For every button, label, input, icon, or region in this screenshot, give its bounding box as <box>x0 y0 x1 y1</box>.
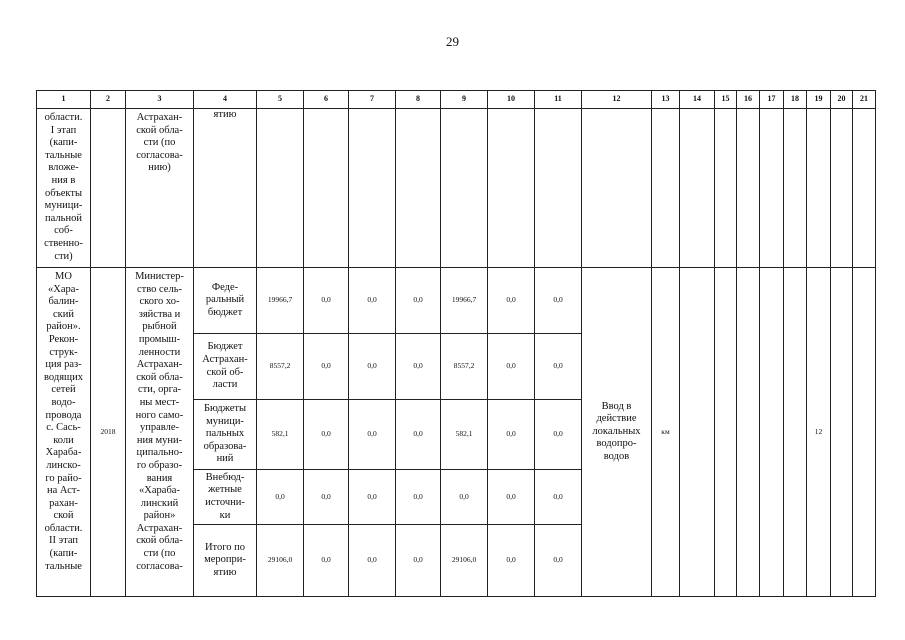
target-value-cell: 12 <box>807 268 831 597</box>
value-cell: 0,0 <box>304 525 349 597</box>
value-cell: 0,0 <box>349 525 396 597</box>
program-table <box>36 90 876 597</box>
value-cell <box>535 109 582 268</box>
column-number: 13 <box>652 91 680 109</box>
column-number: 4 <box>194 91 257 109</box>
value-cell: 0,0 <box>535 470 582 525</box>
indicator-text: Ввод в действие локальных водопро- водов <box>592 400 641 462</box>
value-cell: 29106,0 <box>257 525 304 597</box>
empty-cell <box>760 268 784 597</box>
value-cell: 0,0 <box>535 334 582 400</box>
column-number: 20 <box>831 91 853 109</box>
column-number: 2 <box>91 91 126 109</box>
empty-cell <box>807 109 831 268</box>
value-cell: 8557,2 <box>441 334 488 400</box>
year-cell: 2018 <box>91 268 126 597</box>
event-name-text: области. I этап (капи- тальные вложе- ния в объекты муници- пальной соб- ственно- сти) <box>44 112 83 262</box>
empty-cell <box>737 268 760 597</box>
value-cell: 0,0 <box>349 470 396 525</box>
value-cell: 582,1 <box>441 400 488 470</box>
value-cell: 582,1 <box>257 400 304 470</box>
value-cell: 0,0 <box>488 268 535 334</box>
value-cell: 0,0 <box>396 470 441 525</box>
empty-cell <box>831 109 853 268</box>
source-text: Бюджет Астрахан- ской об- ласти <box>202 341 248 391</box>
column-number: 9 <box>441 91 488 109</box>
empty-cell <box>853 268 876 597</box>
source-text: Итого по меропри- ятию <box>204 541 246 578</box>
value-cell: 0,0 <box>304 400 349 470</box>
source-cell <box>194 470 257 525</box>
column-number: 21 <box>853 91 876 109</box>
value-cell: 0,0 <box>488 470 535 525</box>
empty-cell <box>715 109 737 268</box>
value-cell: 29106,0 <box>441 525 488 597</box>
value-cell: 0,0 <box>441 470 488 525</box>
empty-cell <box>680 109 715 268</box>
empty-cell <box>784 268 807 597</box>
value-cell: 0,0 <box>349 268 396 334</box>
page-number: 29 <box>446 34 459 49</box>
value-cell <box>488 109 535 268</box>
empty-cell <box>853 109 876 268</box>
column-number: 18 <box>784 91 807 109</box>
value-cell: 0,0 <box>304 334 349 400</box>
column-number: 12 <box>582 91 652 109</box>
value-cell <box>441 109 488 268</box>
source-cell <box>194 109 257 268</box>
column-number: 10 <box>488 91 535 109</box>
value-cell: 0,0 <box>304 268 349 334</box>
value-cell <box>257 109 304 268</box>
source-cell <box>194 525 257 597</box>
empty-cell <box>784 109 807 268</box>
value-cell: 0,0 <box>257 470 304 525</box>
source-cell <box>194 334 257 400</box>
executor-text: Астрахан- ской обла- сти (по согласова- нию) <box>136 112 183 174</box>
value-cell: 0,0 <box>396 334 441 400</box>
program-table-wrapper <box>36 90 876 597</box>
value-cell: 0,0 <box>396 268 441 334</box>
source-text: Внебюд- жетные источни- ки <box>205 471 245 521</box>
indicator-cell <box>582 109 652 268</box>
source-cell <box>194 268 257 334</box>
table-row <box>37 109 876 268</box>
value-cell: 0,0 <box>535 268 582 334</box>
empty-cell <box>737 109 760 268</box>
value-cell: 0,0 <box>488 525 535 597</box>
executor-cell <box>126 109 194 268</box>
value-cell: 0,0 <box>349 400 396 470</box>
value-cell: 0,0 <box>535 400 582 470</box>
value-cell: 0,0 <box>349 334 396 400</box>
indicator-cell <box>582 268 652 597</box>
column-number-row <box>37 91 876 109</box>
column-number: 17 <box>760 91 784 109</box>
source-text: ятию <box>213 109 237 120</box>
column-number: 15 <box>715 91 737 109</box>
column-number: 16 <box>737 91 760 109</box>
value-cell: 0,0 <box>535 525 582 597</box>
value-cell: 0,0 <box>488 400 535 470</box>
empty-cell <box>680 268 715 597</box>
column-number: 8 <box>396 91 441 109</box>
column-number: 1 <box>37 91 91 109</box>
empty-cell <box>715 268 737 597</box>
column-number: 11 <box>535 91 582 109</box>
event-name-text: МО «Хара- балин- ский район». Рекон- струк- ция раз- водящих сетей водо- провода с. Сась- коли Хараба- линско- го райо- на Аст- рахан- ской области. II этап (капи- тальные <box>44 271 83 572</box>
event-name-cell <box>37 268 91 597</box>
source-cell <box>194 400 257 470</box>
source-text: Феде- ральный бюджет <box>205 281 245 318</box>
unit-cell <box>652 109 680 268</box>
value-cell: 0,0 <box>396 400 441 470</box>
empty-cell <box>760 109 784 268</box>
value-cell <box>396 109 441 268</box>
column-number: 7 <box>349 91 396 109</box>
value-cell: 0,0 <box>304 470 349 525</box>
value-cell: 19966,7 <box>441 268 488 334</box>
column-number: 5 <box>257 91 304 109</box>
table-row <box>37 268 876 334</box>
event-name-cell <box>37 109 91 268</box>
source-text: Бюджеты муници- пальных образова- ний <box>203 403 247 465</box>
value-cell: 19966,7 <box>257 268 304 334</box>
value-cell: 8557,2 <box>257 334 304 400</box>
column-number: 19 <box>807 91 831 109</box>
unit-cell: км <box>652 268 680 597</box>
column-number: 14 <box>680 91 715 109</box>
value-cell <box>304 109 349 268</box>
executor-cell <box>126 268 194 597</box>
value-cell: 0,0 <box>488 334 535 400</box>
column-number: 6 <box>304 91 349 109</box>
value-cell <box>349 109 396 268</box>
executor-text: Министер- ство сель- ского хо- зяйства и рыбной промыш- ленности Астрахан- ской обла- сти, орга- ны мест- ного само- управле- ния муни- ципально- го образо- вания «Хараба- линский район» Астрахан- ской обла- сти (по согласова- <box>135 271 184 572</box>
empty-cell <box>831 268 853 597</box>
year-cell <box>91 109 126 268</box>
value-cell: 0,0 <box>396 525 441 597</box>
column-number: 3 <box>126 91 194 109</box>
